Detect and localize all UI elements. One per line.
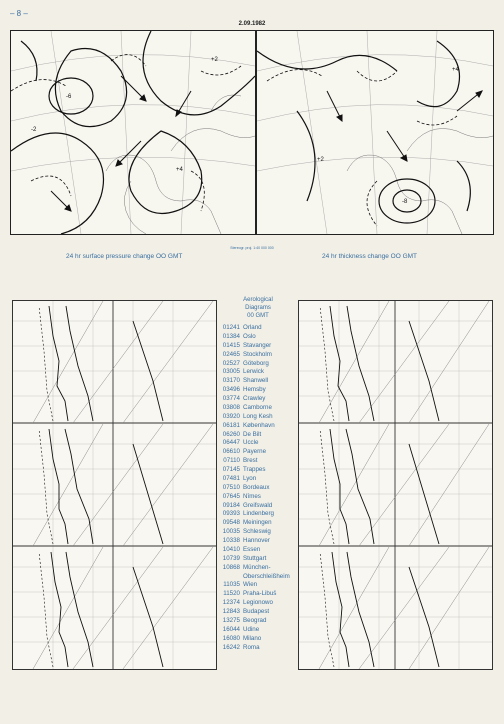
station-row <box>218 342 298 351</box>
station-row <box>218 422 298 431</box>
station-code: 10410 <box>222 545 240 553</box>
station-code: 10739 <box>222 554 240 562</box>
station-name: Udine <box>243 625 260 633</box>
surface-pressure-change-map <box>10 30 256 235</box>
chart-date: 2.09.1982 <box>238 21 266 27</box>
station-row <box>218 377 298 386</box>
station-code: 09184 <box>222 501 240 509</box>
station-name: Stuttgart <box>243 554 267 562</box>
station-name: Long Kesh <box>243 412 273 420</box>
thickness-map-drawing <box>257 31 493 234</box>
station-row <box>218 599 298 608</box>
station-code: 13275 <box>222 616 240 624</box>
svg-text:-2: -2 <box>31 127 37 133</box>
aerological-diagrams-left <box>12 300 217 670</box>
station-name: Bordeaux <box>243 483 270 491</box>
station-name: Hemsby <box>243 386 266 394</box>
aerological-grid-right <box>299 301 492 669</box>
station-row <box>218 644 298 653</box>
station-list <box>218 324 298 652</box>
station-row <box>218 528 298 537</box>
station-name: Lindenberg <box>243 510 274 518</box>
station-name: De Bilt <box>243 430 262 438</box>
station-code: 16044 <box>222 625 240 633</box>
legend-title-line1: Aerological <box>243 297 273 303</box>
station-name: Meiningen <box>243 519 272 527</box>
station-row <box>218 590 298 599</box>
station-name: Beograd <box>243 616 267 624</box>
station-row <box>218 360 298 369</box>
station-code: 07481 <box>222 474 240 482</box>
station-row <box>218 608 298 617</box>
station-row <box>218 519 298 528</box>
station-name: Stockholm <box>243 350 272 358</box>
station-name: Essen <box>243 545 261 553</box>
station-name: København <box>243 421 275 429</box>
station-name: Wien <box>243 581 258 589</box>
station-code: 07510 <box>222 483 240 491</box>
station-code: 01241 <box>222 324 240 331</box>
station-name: Crawley <box>243 395 266 402</box>
station-row <box>218 466 298 475</box>
station-name: Milano <box>243 634 262 642</box>
station-row <box>218 537 298 546</box>
station-code: 02527 <box>222 359 240 367</box>
station-name: Camborne <box>243 403 272 411</box>
station-name: Payerne <box>243 448 267 456</box>
station-row <box>218 324 298 333</box>
svg-text:+2: +2 <box>317 157 324 163</box>
station-name: Praha-Libuš <box>243 590 277 598</box>
station-code: 16242 <box>222 643 240 651</box>
station-code: 10338 <box>222 537 240 544</box>
station-code: 03920 <box>222 412 240 420</box>
station-code: 16080 <box>222 634 240 642</box>
station-name: Brest <box>243 457 258 465</box>
station-name: Oberschleißheim <box>243 572 290 580</box>
station-code: 02465 <box>222 350 240 358</box>
station-code: 07145 <box>222 466 240 473</box>
surface-pressure-map-drawing <box>11 31 255 234</box>
station-code: 10868 <box>222 563 240 571</box>
station-code: 09548 <box>222 519 240 527</box>
station-row <box>218 448 298 457</box>
station-row <box>218 564 298 573</box>
station-code: 11520 <box>223 590 240 598</box>
page-number: – 8 – <box>10 9 28 18</box>
legend-title <box>218 296 298 320</box>
station-code: 03808 <box>222 403 240 411</box>
legend-title-line2: Diagrams <box>245 305 271 311</box>
station-code: 07645 <box>222 492 240 500</box>
station-name: Greifswald <box>243 501 273 509</box>
station-row <box>218 457 298 466</box>
station-row <box>218 475 298 484</box>
map-scale-note: Stereogr. proj. 1:40 000 000 <box>230 246 274 250</box>
station-name: Trappes <box>243 466 266 473</box>
station-row <box>218 386 298 395</box>
station-row <box>218 581 298 590</box>
aerological-station-legend <box>218 296 298 652</box>
station-code: 03005 <box>222 368 240 376</box>
thickness-caption: 24 hr thickness change OO GMT <box>322 253 418 260</box>
station-name: Roma <box>243 643 260 651</box>
station-code: 03170 <box>222 377 240 385</box>
station-name: Göteborg <box>243 359 269 367</box>
thickness-change-map <box>256 30 494 235</box>
station-code: 11035 <box>223 581 240 589</box>
station-code: 03774 <box>222 395 240 402</box>
station-row <box>218 502 298 511</box>
station-code: 03496 <box>222 386 240 394</box>
svg-text:+4: +4 <box>452 67 459 73</box>
svg-text:+2: +2 <box>211 57 218 63</box>
station-name: Lerwick <box>243 368 264 376</box>
svg-text:+4: +4 <box>176 167 183 173</box>
station-row <box>218 626 298 635</box>
station-name: Nîmes <box>243 492 261 500</box>
station-code: 06260 <box>222 430 240 438</box>
station-row <box>218 333 298 342</box>
station-name: Stavanger <box>243 341 272 349</box>
station-name: München- <box>243 563 271 571</box>
station-row <box>218 635 298 644</box>
station-row <box>218 546 298 555</box>
station-row <box>218 395 298 404</box>
station-code: 12843 <box>222 608 240 615</box>
surface-pressure-caption: 24 hr surface pressure change OO GMT <box>66 253 183 260</box>
station-row <box>218 439 298 448</box>
station-code: 07110 <box>223 457 240 465</box>
station-code: 01415 <box>222 341 240 349</box>
station-code: 06610 <box>222 448 240 456</box>
station-row <box>218 351 298 360</box>
aerological-grid-left <box>13 301 216 669</box>
station-row <box>218 617 298 626</box>
station-row <box>218 431 298 440</box>
station-code: 06447 <box>222 439 240 447</box>
station-name: Lyon <box>243 474 257 482</box>
station-name: Schleswig <box>243 528 271 536</box>
svg-text:-8: -8 <box>402 199 408 205</box>
station-name: Oslo <box>243 332 256 340</box>
station-code: 12374 <box>222 599 240 607</box>
aerological-diagrams-right <box>298 300 493 670</box>
station-row <box>218 413 298 422</box>
station-row <box>218 484 298 493</box>
legend-title-line3: 00 GMT <box>247 313 269 319</box>
station-row <box>218 573 298 582</box>
station-code: 01384 <box>222 332 240 340</box>
station-row <box>218 368 298 377</box>
station-code: 06181 <box>222 421 240 429</box>
station-name: Hannover <box>243 537 270 544</box>
svg-text:-6: -6 <box>66 94 72 100</box>
station-row <box>218 510 298 519</box>
station-name: Uccle <box>243 439 259 447</box>
station-name: Orland <box>243 324 262 331</box>
station-code: 10035 <box>222 528 240 536</box>
station-name: Legionowo <box>243 599 273 607</box>
station-name: Shanwell <box>243 377 269 385</box>
station-name: Budapest <box>243 608 270 615</box>
station-code: 09393 <box>222 510 240 518</box>
station-row <box>218 493 298 502</box>
station-row <box>218 555 298 564</box>
station-row <box>218 404 298 413</box>
